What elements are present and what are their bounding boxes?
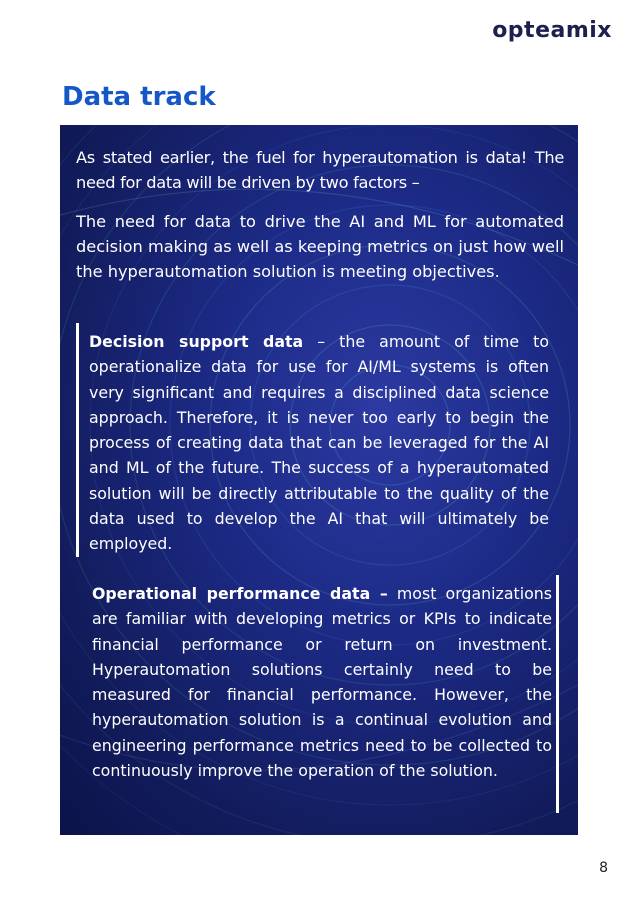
operational-performance-box: [82, 575, 559, 813]
decision-support-box: [76, 323, 553, 557]
decision-support-body: – the amount of time to operationalize data for use for AI/ML systems is often very significant and requires a disciplined data science approach. Therefore, it is never too early to begin the process of creating data that can be leveraged for the AI and ML of the future. The success of a hyperautomated solution will be directly attributable to the quality of the data used to develop the AI that will ultimately be employed.: [89, 332, 549, 554]
content-panel: [60, 125, 578, 835]
page-title: Data track: [62, 82, 216, 112]
intro-paragraph-2: The need for data to drive the AI and ML for automated decision making as well as keeping metrics on just how well the hyperautomation solution is meeting objectives.: [76, 212, 564, 281]
decision-support-lead: Decision support data: [89, 332, 304, 351]
decision-support-text: [89, 329, 549, 557]
operational-performance-lead: Operational performance data –: [92, 584, 388, 603]
intro-paragraph-1: As stated earlier, the fuel for hyperautomation is data! The need for data will be driven by two factors –: [76, 148, 564, 192]
operational-performance-body: most organizations are familiar with developing metrics or KPIs to indicate financial performance or return on investment. Hyperautomation solutions certainly need to be measured for financial performance. However, the hyperautomation solution is a continual evolution and engineering performance metrics need to be collected to continuously improve the operation of the solution.: [92, 584, 552, 781]
page-number: 8: [599, 860, 608, 876]
logo-text: opteamix: [492, 18, 612, 43]
operational-performance-text: [92, 581, 552, 783]
opteamix-logo: [492, 18, 612, 43]
